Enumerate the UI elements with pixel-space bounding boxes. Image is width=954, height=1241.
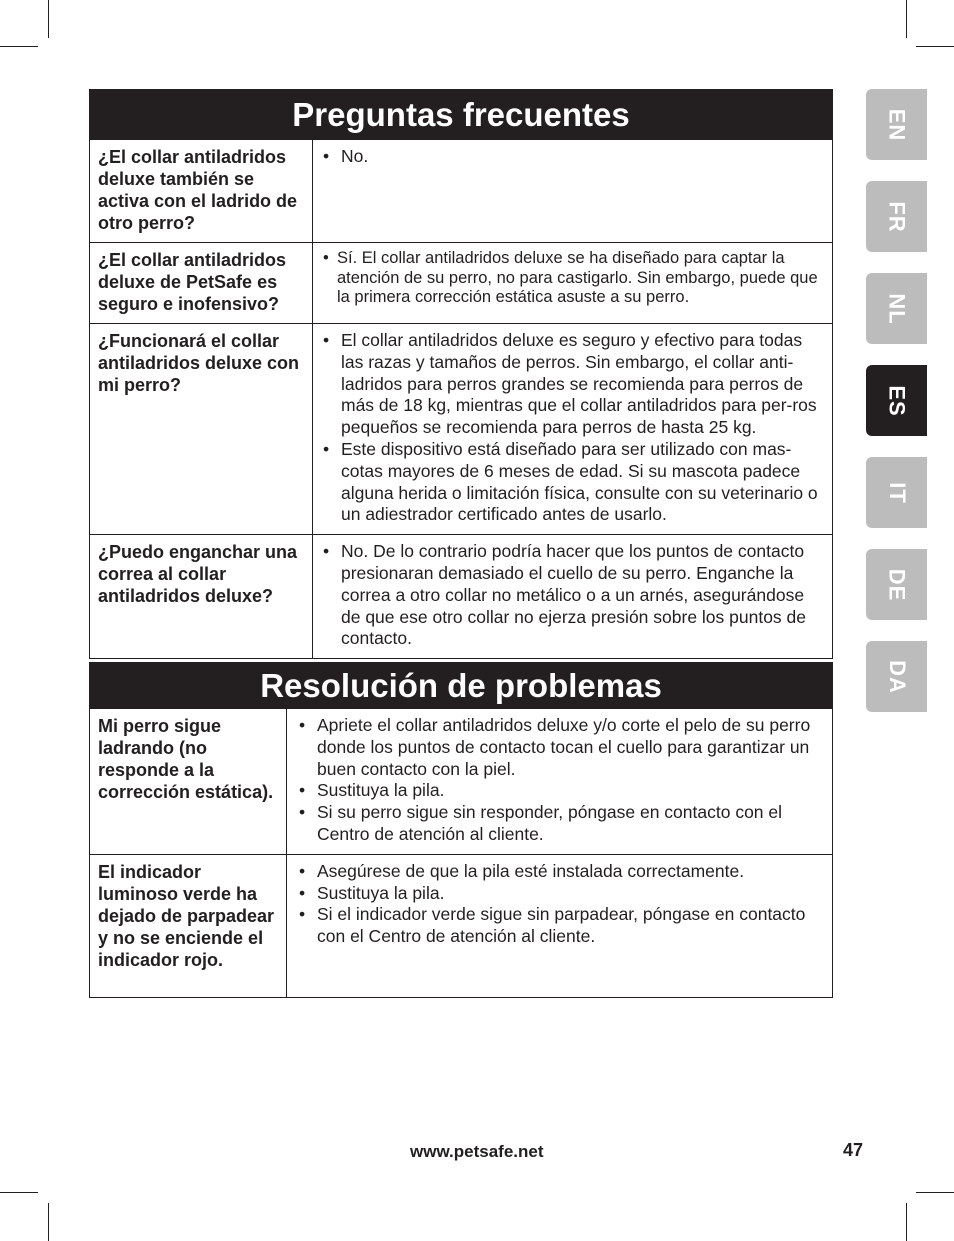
faq-question: ¿El collar antiladridos deluxe también se activa con el ladrido de otro perro? bbox=[90, 140, 313, 243]
table-row bbox=[90, 243, 833, 324]
crop-mark bbox=[916, 46, 954, 47]
solution-list bbox=[287, 854, 833, 997]
crop-mark bbox=[906, 0, 907, 38]
crop-mark bbox=[48, 0, 49, 38]
crop-mark bbox=[916, 1192, 954, 1193]
tab-de[interactable] bbox=[866, 549, 927, 620]
page-number: 47 bbox=[843, 1140, 864, 1160]
faq-answer bbox=[313, 324, 833, 535]
answer-bullet: • No. bbox=[321, 146, 822, 168]
tab-es[interactable] bbox=[866, 365, 927, 436]
answer-bullet: • No. De lo contrario podría hacer que los puntos de contacto presionaran demasiado el cuello de su perro. Enganche la correa a otro collar no metálico o a un arnés, asegurándose de que ese otro collar no ejerza presión sobre los puntos de contacto. bbox=[321, 541, 822, 650]
tab-da[interactable] bbox=[866, 641, 927, 712]
faq-question: ¿El collar antiladridos deluxe de PetSafe es seguro e inofensivo? bbox=[90, 243, 313, 324]
table-row bbox=[90, 854, 833, 997]
tab-en[interactable] bbox=[866, 89, 927, 160]
faq-table bbox=[89, 89, 833, 659]
tab-label: EN bbox=[884, 108, 910, 141]
faq-question: ¿Puedo enganchar una correa al collar antiladridos deluxe? bbox=[90, 535, 313, 659]
solution-list bbox=[287, 709, 833, 855]
faq-title: Preguntas frecuentes bbox=[90, 90, 833, 140]
website-url[interactable]: www.petsafe.net bbox=[410, 1142, 544, 1161]
tab-label: NL bbox=[884, 292, 910, 325]
table-row bbox=[90, 535, 833, 659]
faq-answer bbox=[313, 140, 833, 243]
solution-bullet: • Apriete el collar antiladridos deluxe y/o corte el pelo de su perro donde los puntos de contacto tocan el cuello para garantizar un buen contacto con la piel. bbox=[297, 715, 822, 780]
tab-it[interactable] bbox=[866, 457, 927, 528]
crop-mark bbox=[0, 46, 38, 47]
solution-bullet: • Si el indicador verde sigue sin parpadear, póngase en contacto con el Centro de atención al cliente. bbox=[297, 904, 822, 948]
faq-answer bbox=[313, 243, 833, 324]
crop-mark bbox=[0, 1192, 38, 1193]
solution-bullet: • Sustituya la pila. bbox=[297, 883, 822, 905]
troubleshooting-title: Resolución de problemas bbox=[90, 663, 833, 709]
problem-description: Mi perro sigue ladrando (no responde a la corrección estática). bbox=[90, 709, 287, 855]
tab-label: FR bbox=[884, 200, 910, 233]
crop-mark bbox=[48, 1203, 49, 1241]
answer-bullet: • Este dispositivo está diseñado para ser utilizado con mas-cotas mayores de 6 meses de edad. Si su mascota padece alguna herida o limitación física, consulte con su veterinario o un adiestrador certificado antes de usarlo. bbox=[321, 439, 822, 526]
problem-description: El indicador luminoso verde ha dejado de parpadear y no se enciende el indicador rojo. bbox=[90, 854, 287, 997]
tab-label: ES bbox=[884, 384, 910, 417]
tab-label: DA bbox=[884, 659, 910, 694]
table-row bbox=[90, 709, 833, 855]
table-row bbox=[90, 324, 833, 535]
tab-label: IT bbox=[884, 481, 910, 504]
troubleshooting-table bbox=[89, 662, 833, 998]
faq-question: ¿Funcionará el collar antiladridos deluxe con mi perro? bbox=[90, 324, 313, 535]
tab-label: DE bbox=[884, 568, 910, 601]
solution-bullet: • Asegúrese de que la pila esté instalada correctamente. bbox=[297, 861, 822, 883]
crop-mark bbox=[906, 1203, 907, 1241]
tab-fr[interactable] bbox=[866, 181, 927, 252]
solution-bullet: • Sustituya la pila. bbox=[297, 780, 822, 802]
solution-bullet: • Si su perro sigue sin responder, póngase en contacto con el Centro de atención al cliente. bbox=[297, 802, 822, 846]
answer-bullet: • Sí. El collar antiladridos deluxe se ha diseñado para captar la atención de su perro, no para castigarlo. Sin embargo, puede que la primera corrección estática asuste a su perro. bbox=[321, 249, 822, 308]
tab-nl[interactable] bbox=[866, 273, 927, 344]
faq-answer bbox=[313, 535, 833, 659]
table-row bbox=[90, 140, 833, 243]
answer-bullet: • El collar antiladridos deluxe es seguro y efectivo para todas las razas y tamaños de perros. Sin embargo, el collar anti-ladridos para perros grandes se recomienda para perros de más de 18 kg, mientras que el collar antiladridos para per-ros pequeños se recomienda para perros de hasta 25 kg. bbox=[321, 330, 822, 439]
